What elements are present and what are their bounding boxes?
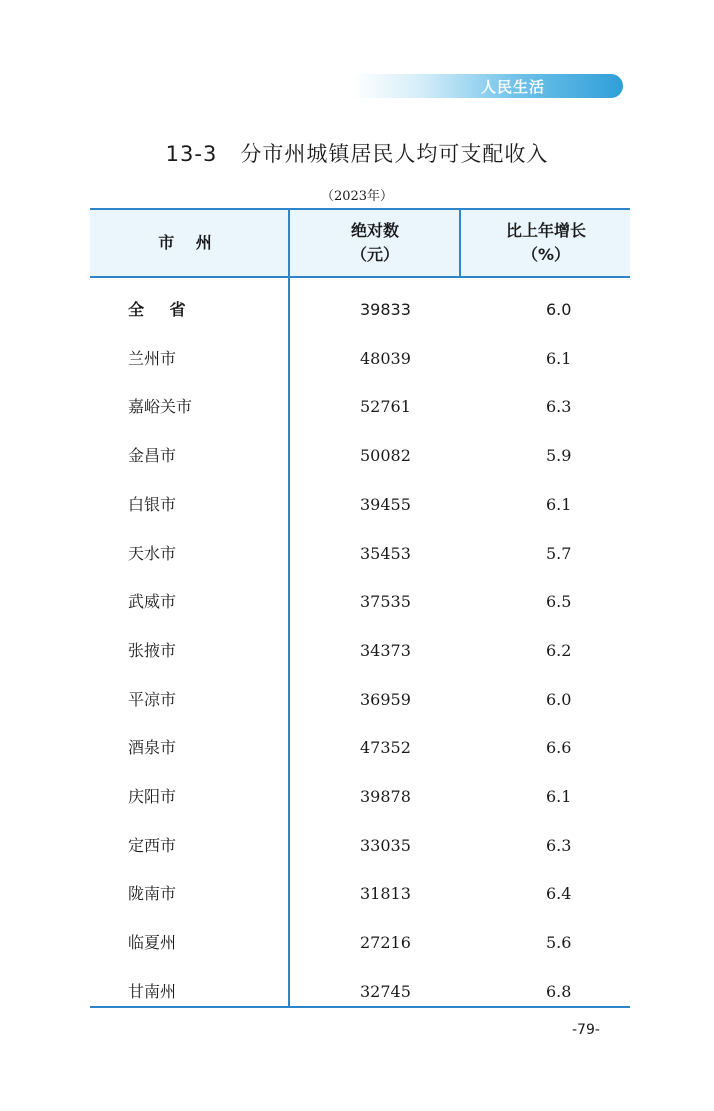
row-growth: 6.0 bbox=[546, 689, 572, 709]
header-region bbox=[90, 210, 288, 276]
row-value: 50082 bbox=[360, 446, 411, 466]
section-label: 人民生活 bbox=[480, 78, 545, 96]
row-value: 39833 bbox=[360, 300, 411, 319]
row-value: 52761 bbox=[360, 397, 411, 417]
row-growth: 6.8 bbox=[546, 981, 572, 1001]
row-growth: 6.3 bbox=[546, 397, 572, 417]
row-value: 34373 bbox=[360, 640, 411, 660]
table-row bbox=[90, 870, 630, 919]
row-growth: 5.7 bbox=[546, 543, 572, 563]
table-row bbox=[90, 822, 630, 871]
row-region-name: 兰州市 bbox=[128, 348, 177, 368]
row-growth: 6.2 bbox=[546, 640, 572, 660]
row-value: 31813 bbox=[360, 884, 411, 904]
table-row bbox=[90, 919, 630, 968]
row-growth: 6.0 bbox=[546, 300, 572, 319]
table-row bbox=[90, 286, 630, 335]
row-growth: 6.1 bbox=[546, 787, 572, 806]
header-value-label: 绝对数 bbox=[350, 221, 399, 240]
row-value: 37535 bbox=[360, 592, 411, 612]
row-region-name: 定西市 bbox=[128, 835, 177, 855]
row-growth: 5.9 bbox=[546, 446, 572, 466]
table-row bbox=[90, 432, 630, 481]
row-region-name: 陇南市 bbox=[128, 884, 177, 904]
row-region-name: 张掖市 bbox=[128, 640, 177, 660]
data-table bbox=[90, 208, 630, 1008]
row-region-name: 酒泉市 bbox=[128, 738, 177, 758]
row-region-name: 临夏州 bbox=[128, 933, 177, 953]
row-region-name: 平凉市 bbox=[128, 689, 177, 709]
row-region-name: 天水市 bbox=[128, 543, 177, 563]
row-growth: 6.5 bbox=[546, 592, 572, 612]
table-row bbox=[90, 627, 630, 676]
row-value: 39878 bbox=[360, 787, 411, 806]
row-value: 35453 bbox=[360, 543, 411, 563]
row-region-name: 全 省 bbox=[128, 300, 196, 319]
table-row bbox=[90, 724, 630, 773]
table-row bbox=[90, 676, 630, 725]
table-row bbox=[90, 578, 630, 627]
row-value: 48039 bbox=[360, 348, 411, 368]
row-growth: 6.1 bbox=[546, 348, 572, 368]
section-tab bbox=[352, 74, 623, 98]
row-region-name: 武威市 bbox=[128, 592, 177, 612]
row-value: 27216 bbox=[360, 933, 411, 953]
page-number: -79- bbox=[572, 1022, 600, 1038]
row-value: 33035 bbox=[360, 835, 411, 855]
row-region-name: 庆阳市 bbox=[128, 787, 177, 806]
row-value: 32745 bbox=[360, 981, 411, 1001]
row-region-name: 嘉峪关市 bbox=[128, 397, 193, 417]
table-row bbox=[90, 773, 630, 822]
table-row bbox=[90, 335, 630, 384]
table-row bbox=[90, 968, 630, 1017]
table-row bbox=[90, 481, 630, 530]
row-growth: 6.3 bbox=[546, 835, 572, 855]
table-header bbox=[90, 210, 630, 278]
table-title: 13-3 分市州城镇居民人均可支配收入 bbox=[165, 142, 549, 166]
header-growth-label: 比上年增长 bbox=[505, 221, 586, 240]
row-growth: 6.1 bbox=[546, 494, 572, 514]
row-growth: 5.6 bbox=[546, 933, 572, 953]
header-growth bbox=[462, 210, 630, 276]
header-region-label: 市 州 bbox=[158, 233, 220, 252]
table-subtitle: （2023年） bbox=[320, 189, 394, 204]
row-value: 47352 bbox=[360, 738, 411, 758]
header-divider bbox=[459, 210, 461, 276]
row-region-name: 白银市 bbox=[128, 494, 177, 514]
header-growth-unit: （%） bbox=[521, 245, 571, 264]
row-value: 39455 bbox=[360, 494, 411, 514]
header-value-unit: （元） bbox=[350, 245, 399, 264]
table-row bbox=[90, 530, 630, 579]
row-value: 36959 bbox=[360, 689, 411, 709]
row-growth: 6.4 bbox=[546, 884, 572, 904]
row-region-name: 金昌市 bbox=[128, 446, 177, 466]
header-value bbox=[290, 210, 460, 276]
row-region-name: 甘南州 bbox=[128, 981, 177, 1001]
row-growth: 6.6 bbox=[546, 738, 572, 758]
table-row bbox=[90, 383, 630, 432]
